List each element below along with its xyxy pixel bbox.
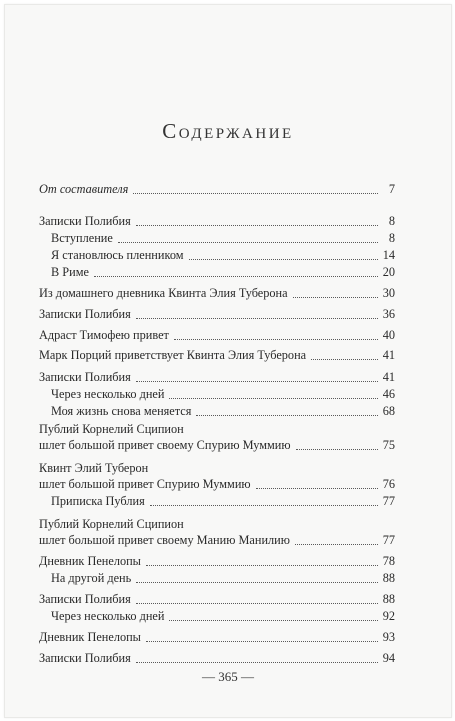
toc-entry (39, 369, 395, 386)
toc-entry-page: 36 (382, 307, 395, 321)
toc-entry (39, 306, 395, 323)
toc-entry-title: На другой день (51, 571, 132, 585)
toc-entry-page: 92 (382, 609, 395, 623)
dot-leader (256, 488, 378, 489)
toc-subentry (39, 608, 395, 625)
toc-entry-page: 77 (382, 533, 395, 547)
toc-subentry (39, 247, 395, 264)
toc-entry-page: 8 (388, 214, 395, 228)
toc-entry-title: шлет большой привет своему Спурию Муммию (39, 438, 291, 452)
dot-leader (146, 641, 378, 642)
toc-entry-page: 77 (382, 494, 395, 508)
toc-entry-title: Дневник Пенелопы (39, 630, 141, 644)
toc-entry (39, 285, 395, 302)
toc-entry (39, 650, 395, 667)
toc-entry-title: От составителя (39, 182, 129, 196)
toc-entry-title: Через несколько дней (51, 609, 165, 623)
dot-leader (174, 339, 378, 340)
toc-entry (39, 213, 395, 230)
toc-entry (39, 347, 395, 364)
toc-entry-title: Адраст Тимофею привет (39, 328, 169, 342)
toc-entry-title: Моя жизнь снова меняется (51, 404, 192, 418)
dot-leader (136, 603, 378, 604)
toc-entry (39, 476, 395, 493)
dot-leader (133, 193, 378, 194)
dot-leader (295, 544, 378, 545)
dot-leader (169, 620, 377, 621)
toc-entry-page: 88 (382, 592, 395, 606)
dot-leader (296, 449, 378, 450)
toc-entry-page: 93 (382, 630, 395, 644)
toc-entry-first-line: Публий Корнелий Сципион (39, 422, 184, 436)
toc-entry-title: шлет большой привет своему Манию Манилию (39, 533, 290, 547)
toc-entry-title: Записки Полибия (39, 214, 131, 228)
toc-entry-page: 76 (382, 477, 395, 491)
toc-entry-page: 7 (388, 182, 395, 196)
toc-entry-title: Марк Порций приветствует Квинта Элия Туберона (39, 348, 307, 362)
toc-entry-page: 41 (382, 348, 395, 362)
toc-entry-title: В Риме (51, 265, 89, 279)
dot-leader (150, 505, 378, 506)
dot-leader (118, 242, 378, 243)
dot-leader (136, 582, 377, 583)
dot-leader (146, 565, 378, 566)
toc-subentry (39, 230, 395, 247)
toc-entry-title: Записки Полибия (39, 370, 131, 384)
dot-leader (189, 259, 378, 260)
toc-entry-title: Приписка Публия (51, 494, 145, 508)
toc-entry (39, 553, 395, 570)
page-title: Содержание (162, 119, 294, 143)
toc-entry-page: 88 (382, 571, 395, 585)
toc-entry-page: 40 (382, 328, 395, 342)
toc-entry-first-line: Квинт Элий Туберон (39, 461, 149, 475)
dot-leader (136, 662, 378, 663)
toc-subentry (39, 386, 395, 403)
dot-leader (136, 225, 378, 226)
toc-entry-title: Записки Полибия (39, 651, 131, 665)
toc-entry (39, 437, 395, 454)
toc-subentry (39, 264, 395, 281)
book-page (4, 4, 452, 718)
dot-leader (136, 381, 378, 382)
dot-leader (196, 415, 377, 416)
toc-subentry (39, 403, 395, 420)
page-number: — 365 — (202, 669, 254, 684)
toc-entry-page: 75 (382, 438, 395, 452)
toc-entry-title: Я становлюсь пленником (51, 248, 184, 262)
toc-entry-title: Через несколько дней (51, 387, 165, 401)
toc-entry (39, 181, 395, 198)
toc-entry-page: 30 (382, 286, 395, 300)
toc-entry-title: шлет большой привет Спурию Муммию (39, 477, 251, 491)
dot-leader (169, 398, 377, 399)
toc-entry-title: Из домашнего дневника Квинта Элия Туберона (39, 286, 288, 300)
toc-entry (39, 591, 395, 608)
toc-entry-page: 46 (382, 387, 395, 401)
toc-entry-page: 68 (382, 404, 395, 418)
toc-entry-page: 14 (382, 248, 395, 262)
toc-entry-title: Дневник Пенелопы (39, 554, 141, 568)
toc-entry-title: Записки Полибия (39, 307, 131, 321)
toc-entry-page: 78 (382, 554, 395, 568)
dot-leader (94, 276, 378, 277)
dot-leader (136, 318, 378, 319)
toc-subentry (39, 570, 395, 587)
toc-entry-title: Записки Полибия (39, 592, 131, 606)
toc-entry (39, 629, 395, 646)
toc-entry-page: 8 (388, 231, 395, 245)
toc-entry (39, 532, 395, 549)
toc-entry-page: 41 (382, 370, 395, 384)
toc-entry-page: 94 (382, 651, 395, 665)
toc-entry-first-line: Публий Корнелий Сципион (39, 517, 184, 531)
dot-leader (311, 359, 378, 360)
toc-subentry (39, 493, 395, 510)
toc-entry (39, 327, 395, 344)
toc-entry-page: 20 (382, 265, 395, 279)
dot-leader (293, 297, 378, 298)
toc-entry-title: Вступление (51, 231, 113, 245)
